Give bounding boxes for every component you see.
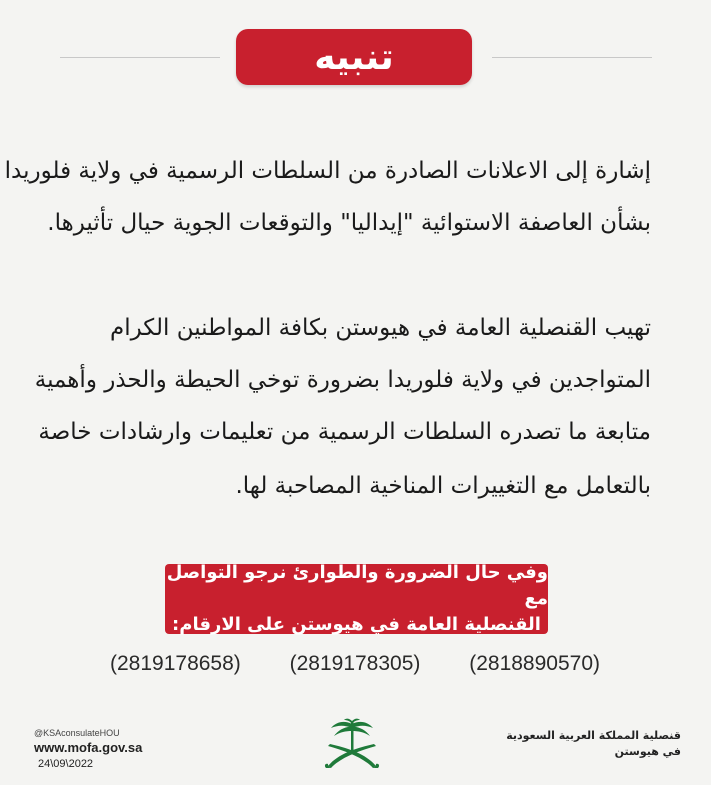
phone-number[interactable]: (2819178658) xyxy=(110,652,241,675)
organization-name: قنصلية المملكة العربية السعودية xyxy=(506,729,681,742)
emergency-contact-box xyxy=(165,564,548,634)
header-divider-right xyxy=(492,57,652,58)
phone-numbers xyxy=(110,652,600,676)
website-link[interactable]: www.mofa.gov.sa xyxy=(34,740,143,755)
phone-number[interactable]: (2818890570) xyxy=(469,652,600,675)
social-handle[interactable]: @KSAconsulateHOU xyxy=(34,728,120,738)
palm-frond xyxy=(352,727,370,736)
saudi-emblem-icon xyxy=(322,718,382,776)
footer-contact-info xyxy=(34,727,142,771)
paragraph-line: بشأن العاصفة الاستوائية "إيداليا" والتوقعات الجوية حيال تأثيرها. xyxy=(47,210,651,236)
page-title: تنبيه xyxy=(314,36,394,78)
palm-frond xyxy=(334,727,352,736)
publish-date: 24\09\2022 xyxy=(38,758,94,770)
organization-city: في هيوستن xyxy=(614,745,681,758)
title-badge xyxy=(236,29,472,85)
paragraph-advisory xyxy=(34,305,651,515)
header-divider-left xyxy=(60,57,220,58)
paragraph-line: تهيب القنصلية العامة في هيوستن بكافة المواطنين الكرام xyxy=(109,315,651,341)
paragraph-line: إشارة إلى الاعلانات الصادرة من السلطات الرسمية في ولاية فلوريدا xyxy=(4,158,651,184)
paragraph-line: المتواجدين في ولاية فلوريدا بضرورة توخي الحيطة والحذر وأهمية xyxy=(34,367,651,393)
phone-number[interactable]: (2819178305) xyxy=(289,652,421,675)
paragraph-line: بالتعامل مع التغييرات المناخية المصاحبة لها. xyxy=(235,473,651,499)
footer-organization xyxy=(506,728,681,760)
paragraph-intro xyxy=(4,150,651,240)
contact-box-line: وفي حال الضرورة والطوارئ نرجو التواصل مع xyxy=(166,562,548,609)
contact-box-line: القنصلية العامة في هيوستن على الارقام: xyxy=(172,614,541,635)
paragraph-line: متابعة ما تصدره السلطات الرسمية من تعليمات وارشادات خاصة xyxy=(38,419,651,445)
